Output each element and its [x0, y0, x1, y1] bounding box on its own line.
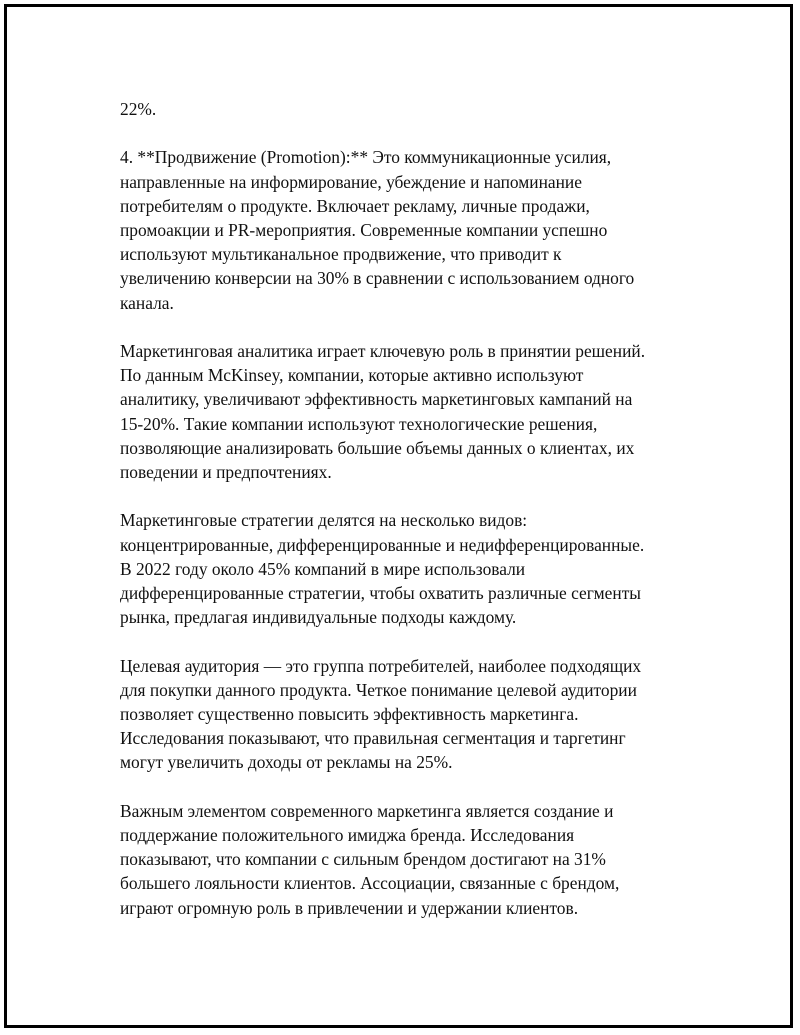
paragraph-continuation: 22%. — [120, 99, 157, 119]
page-frame — [4, 4, 793, 1028]
paragraph-brand-image: Важным элементом современного маркетинга является создание и поддержание положительного имиджа бренда. Исследования показывают, что компании с сильным брендом достигают на 31% большего лояльности клиентов. Ассоциации, связанные с брендом, играют огромную роль в привлечении и удержании клиентов. — [120, 800, 620, 918]
paragraph-marketing-strategies: Маркетинговые стратегии делятся на несколько видов: концентрированные, дифференцированные и недифференцированные. В 2022 году около 45% компаний в мире использовали дифференцированные стратегии, чтобы охватить различные сегменты рынка, предлагая индивидуальные подходы каждому. — [120, 510, 645, 628]
paragraph-marketing-analytics: Маркетинговая аналитика играет ключевую роль в принятии решений. По данным McKinsey, компании, которые активно используют аналитику, увеличивают эффективность маркетинговых кампаний на 15-20%. Такие компании используют технологические решения, позволяющие анализировать большие объемы данных о клиентах, их поведении и предпочтениях. — [120, 341, 646, 483]
paragraph-target-audience: Целевая аудитория — это группа потребителей, наиболее подходящих для покупки данного продукта. Четкое понимание целевой аудитории позволяет существенно повысить эффективность маркетинга. Исследования показывают, что правильная сегментация и таргетинг могут увеличить доходы от рекламы на 25%. — [120, 655, 642, 773]
page-content — [120, 97, 700, 944]
paragraph-promotion: 4. **Продвижение (Promotion):** Это коммуникационные усилия, направленные на информирование, убеждение и напоминание потребителям о продукте. Включает рекламу, личные продажи, промоакции и PR-мероприятия. Современные компании успешно используют мультиканальное продвижение, что приводит к увеличению конверсии на 30% в сравнении с использованием одного канала. — [120, 147, 635, 313]
